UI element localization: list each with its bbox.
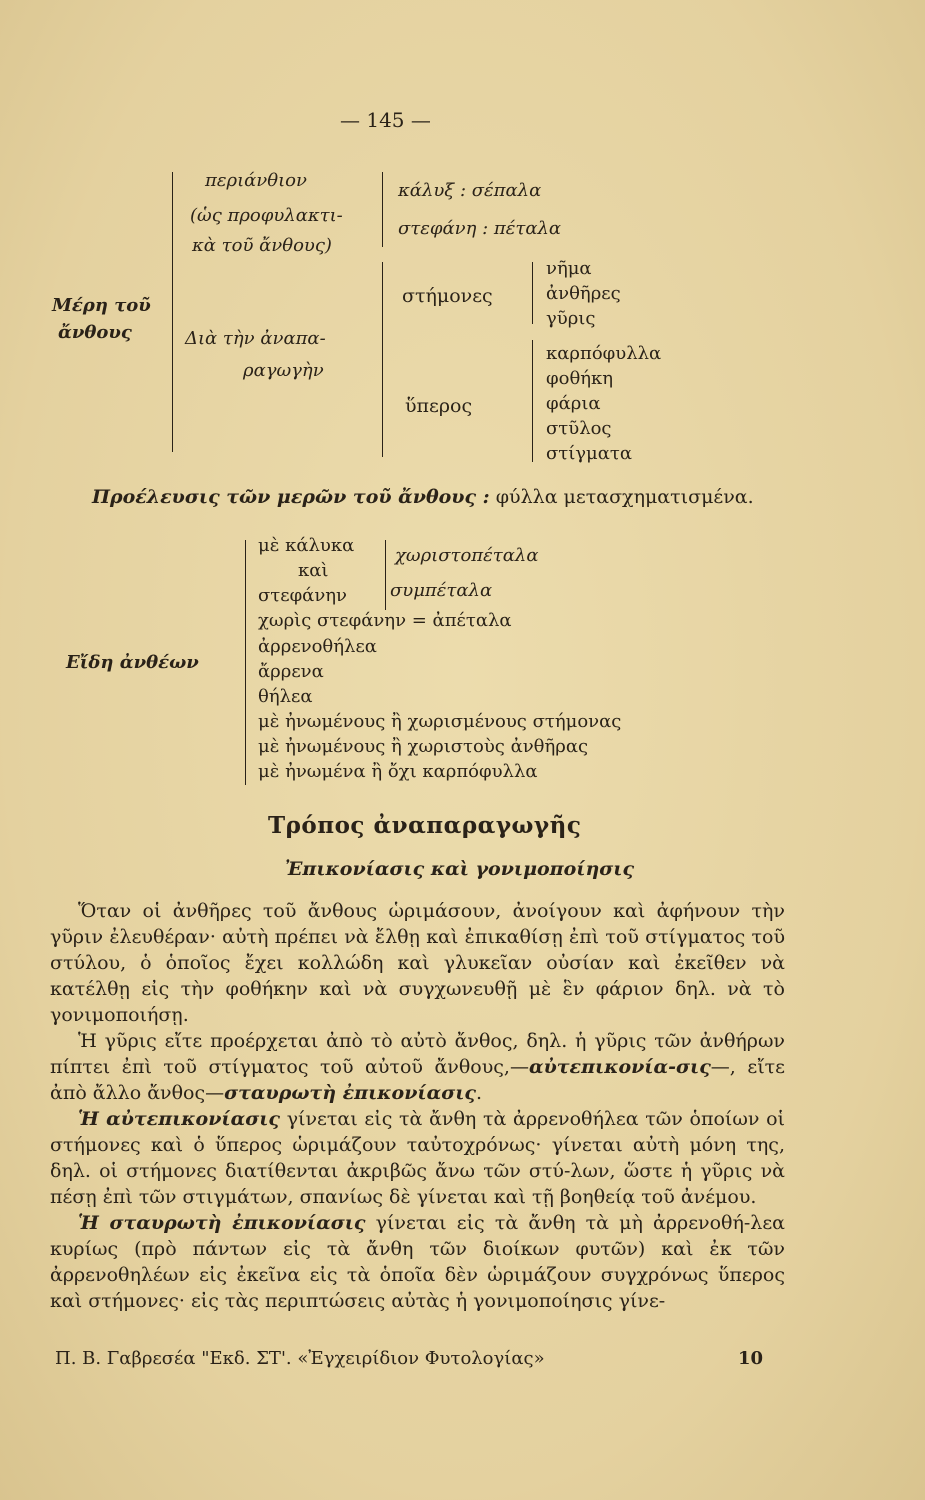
stamen-part-filament: νῆμα xyxy=(546,258,592,279)
perianth-line1: περιάνθιον xyxy=(205,170,307,191)
kind-anthers: μὲ ἠνωμένους ἢ χωριστοὺς ἀνθῆρας xyxy=(258,736,589,757)
kinds-label: Εἴδη ἀνθέων xyxy=(66,652,199,673)
section-title: Τρόπος ἀναπαραγωγῆς xyxy=(268,812,582,839)
origin-text: φύλλα μετασχηματισμένα. xyxy=(495,486,754,508)
paragraph-3 xyxy=(50,1106,785,1210)
perianth-line2: (ὡς προφυλακτι- xyxy=(190,205,343,226)
footer-sheet-number: 10 xyxy=(738,1348,764,1369)
kind-carpels: μὲ ἠνωμένα ἢ ὄχι καρπόφυλλα xyxy=(258,761,538,782)
p2-term-cross-pollination: σταυρωτὴ ἐπικονίασις xyxy=(224,1082,476,1104)
parts-label-line1: Μέρη τοῦ xyxy=(52,295,151,316)
p3-text: γίνεται εἰς τὰ ἄνθη τὰ ἀρρενοθήλεα τῶν ὁποίων οἱ στήμονες καὶ ὁ ὕπερος ὡριμάζουν ταὐτοχρόνως· γίνεται αὐτὴ μόνη της, δηλ. οἱ στήμονες διατίθενται ἀκριβῶς ἄνω τῶν στύ-λων, ὥστε ἡ γῦρις νὰ πέσῃ ἐπὶ τῶν στιγμάτων, σπανίως δὲ γίνεται καὶ τῇ βοηθείᾳ τοῦ ἀνέμου. xyxy=(50,1108,786,1208)
parts-label-line2: ἄνθους xyxy=(58,322,132,343)
petal-brace xyxy=(385,540,386,610)
subsection-title: Ἐπικονίασις καὶ γονιμοποίησις xyxy=(285,858,635,880)
paragraph-1: Ὅταν οἱ ἀνθῆρες τοῦ ἄνθους ὡριμάσουν, ἀνοίγουν καὶ ἀφήνουν τὴν γῦριν ἐλευθέραν· αὐτὴ πρέπει νὰ ἔλθῃ καὶ ἐπικαθίσῃ ἐπὶ τοῦ στίγματος τοῦ στύλου, ὁ ὁποῖος ἔχει κολλώδη καὶ γλυκεῖαν οὐσίαν καὶ ἐκεῖθεν νὰ κατέλθῃ εἰς τὴν φοθήκην καὶ νὰ συγχωνευθῇ μὲ ἓν φάριον δηλ. νὰ τὸ γονιμοποιήσῃ. xyxy=(50,900,785,1026)
pistil-part-carpels: καρπόφυλλα xyxy=(546,343,662,364)
kind-female: θήλεα xyxy=(258,686,313,707)
kind-stamens: μὲ ἠνωμένους ἢ χωρισμένους στήμονας xyxy=(258,711,622,732)
paragraph-2 xyxy=(50,1028,785,1106)
sympetala: συμπέταλα xyxy=(390,580,493,601)
origin-label: Προέλευσις τῶν μερῶν τοῦ ἄνθους : xyxy=(92,486,490,508)
without-corolla: χωρὶς στεφάνην = ἀπέταλα xyxy=(258,610,512,631)
pistil: ὕπερος xyxy=(405,395,473,417)
p3-term: Ἡ αὐτεπικονίασις xyxy=(78,1108,280,1130)
parts-brace xyxy=(172,172,173,452)
choripetala: χωριστοπέταλα xyxy=(395,545,539,566)
p2-text-c: —, εἴτε ἀπὸ ἄλλο ἄνθος— xyxy=(50,1056,785,1104)
page-number: — 145 — xyxy=(340,108,431,132)
perianth-line3: κὰ τοῦ ἄνθους) xyxy=(192,235,332,256)
kinds-corolla: στεφάνην xyxy=(258,585,347,606)
p2-term-autopollination: αὐτεπικονία-σις xyxy=(528,1056,711,1078)
paragraph-4 xyxy=(50,1210,785,1314)
reproduction-line1: Διὰ τὴν ἀναπα- xyxy=(185,328,326,349)
pistil-part-ovules: φάρια xyxy=(546,393,601,414)
p4-term: Ἡ σταυρωτὴ ἐπικονίασις xyxy=(78,1212,366,1234)
pistil-brace xyxy=(532,340,533,462)
with-calyx: μὲ κάλυκα xyxy=(258,535,355,556)
and-word: καὶ xyxy=(298,560,329,581)
pistil-part-style: στῦλος xyxy=(546,418,612,439)
stamens: στήμονες xyxy=(402,285,493,307)
reproduction-line2: ραγωγὴν xyxy=(243,360,324,381)
stamen-brace xyxy=(532,262,533,324)
p2-text-a: Ἡ γῦρις εἴτε προέρχεται ἀπὸ τὸ αὐτὸ ἄνθος, δηλ. ἡ γῦρις τῶν ἀνθήρων πίπτει ἐπὶ τοῦ στίγματος τοῦ αὐτοῦ ἄνθους,— xyxy=(50,1030,785,1078)
stamen-part-anthers: ἀνθῆρες xyxy=(546,283,621,304)
origin-line xyxy=(92,486,754,508)
pistil-part-ovary: φοθήκη xyxy=(546,368,614,389)
p2-text-e: . xyxy=(475,1082,483,1104)
stamen-part-pollen: γῦρις xyxy=(546,308,596,329)
corolla: στεφάνη : πέταλα xyxy=(398,218,562,239)
perianth-brace xyxy=(382,172,383,247)
organs-brace xyxy=(382,262,383,457)
kind-male: ἄρρενα xyxy=(258,661,324,682)
calyx: κάλυξ : σέπαλα xyxy=(398,180,542,201)
kind-hermaphrodite: ἀρρενοθήλεα xyxy=(258,636,377,657)
footer-credit: Π. Β. Γαβρεσέα "Εκδ. ΣΤ'. «Ἐγχειρίδιον Φυτολογίας» xyxy=(55,1348,545,1369)
pistil-part-stigmas: στίγματα xyxy=(546,443,633,464)
body-text xyxy=(50,898,785,1314)
kinds-brace xyxy=(245,540,246,785)
p4-text: γίνεται εἰς τὰ ἄνθη τὰ μὴ ἀρρενοθή-λεα κυρίως (πρὸ πάντων εἰς τὰ ἄνθη τῶν διοίκων φυτῶν) καὶ ἐκ τῶν ἀρρενοθηλέων εἰς ἐκεῖνα εἰς τὰ ὁποῖα δὲν ὡριμάζουν συγχρόνως ὕπερος καὶ στήμονες· εἰς τὰς περιπτώσεις αὐτὰς ἡ γονιμοποίησις γίνε- xyxy=(50,1212,785,1312)
